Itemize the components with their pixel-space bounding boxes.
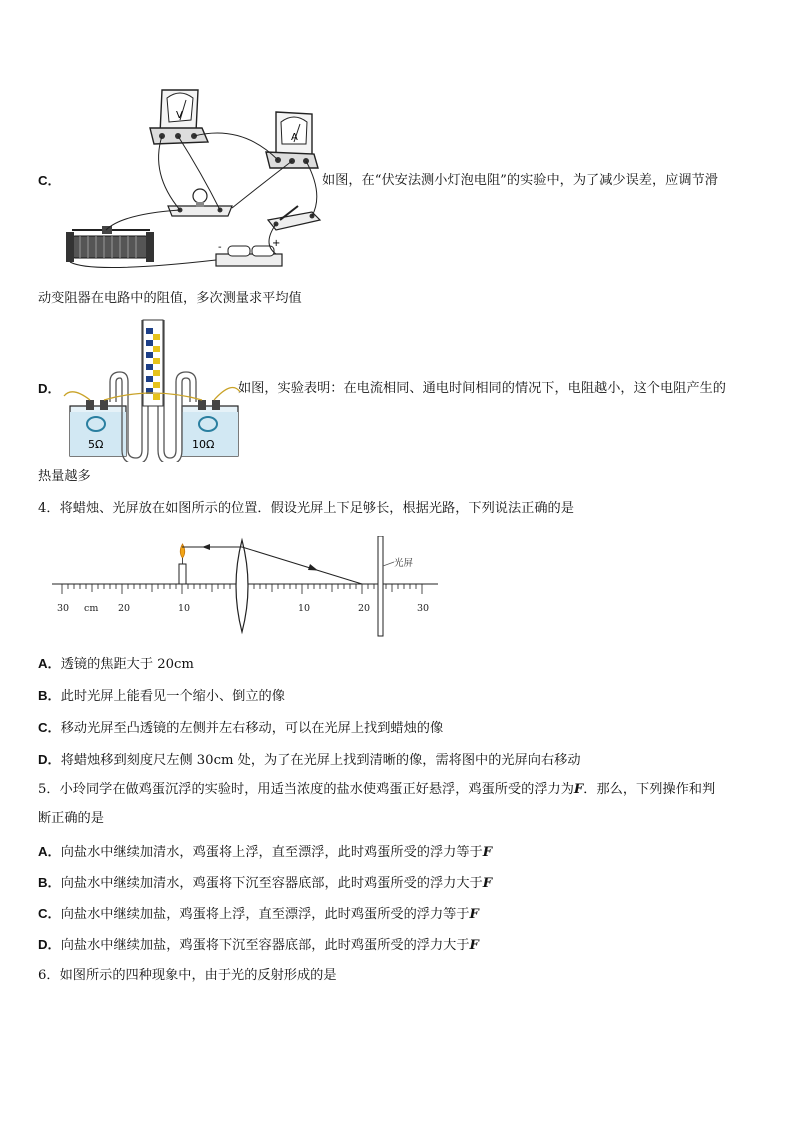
question-6-stem: 6．如图所示的四种现象中，由于光的反射形成的是 — [38, 968, 337, 983]
option-text: 移动光屏至凸透镜的左侧并左右移动，可以在光屏上找到蜡烛的像 — [60, 721, 444, 736]
stem-text: ．那么，下列操作和判 — [583, 782, 716, 797]
force-symbol: F — [573, 782, 584, 797]
option-text: 向盐水中继续加盐，鸡蛋将下沉至容器底部，此时鸡蛋所受的浮力大于 — [60, 938, 470, 953]
left-resistor-label: 5Ω — [88, 438, 104, 451]
question-5-option-d — [38, 936, 479, 955]
voltmeter-label: V — [176, 110, 183, 121]
question-5-stem-line-1 — [38, 781, 715, 799]
option-text: 向盐水中继续加盐，鸡蛋将上浮，直至漂浮，此时鸡蛋所受的浮力等于 — [60, 907, 470, 922]
option-letter: D． — [38, 752, 61, 767]
ruler-tick-label: 10 — [298, 603, 311, 614]
option-letter: A． — [38, 656, 61, 671]
question-4-option-a — [38, 655, 194, 674]
force-symbol: F — [469, 938, 479, 953]
option-letter: C． — [38, 906, 61, 921]
option-text: 向盐水中继续加清水，鸡蛋将下沉至容器底部，此时鸡蛋所受的浮力大于 — [60, 876, 483, 891]
ammeter-label: A — [291, 132, 298, 143]
optics-bench-figure — [48, 536, 440, 640]
question-4-stem: 4．将蜡烛、光屏放在如图所示的位置．假设光屏上下足够长，根据光路，下列说法正确的是 — [38, 501, 574, 516]
ruler-tick-label: 30 — [417, 603, 430, 614]
option-letter: B． — [38, 688, 61, 703]
option-text: 透镜的焦距大于 20cm — [60, 657, 194, 672]
option-text: 此时光屏上能看见一个缩小、倒立的像 — [60, 689, 285, 704]
question-5-option-a — [38, 843, 492, 862]
stem-text: 5．小玲同学在做鸡蛋沉浮的实验时，用适当浓度的盐水使鸡蛋正好悬浮，鸡蛋所受的浮力为 — [38, 782, 574, 797]
ruler-tick-label: 30 — [57, 603, 70, 614]
question-5-option-c — [38, 905, 479, 924]
option-c-label: C． — [38, 173, 61, 188]
option-d-text-line-1: 如图，实验表明：在电流相同、通电时间相同的情况下，电阻越小，这个电阻产生的 — [238, 381, 726, 396]
ammeter-icon — [266, 112, 318, 168]
question-4-option-b — [38, 687, 285, 706]
light-bulb-icon — [168, 189, 232, 216]
question-4-option-d — [38, 751, 581, 770]
force-symbol: F — [482, 845, 493, 860]
option-text: 向盐水中继续加清水，鸡蛋将上浮，直至漂浮，此时鸡蛋所受的浮力等于 — [60, 845, 483, 860]
question-5-stem-line-2: 断正确的是 — [38, 811, 104, 826]
refracted-ray — [242, 547, 362, 584]
option-d-text-line-2: 热量越多 — [38, 469, 91, 484]
option-letter: C． — [38, 720, 61, 735]
rheostat-icon — [66, 226, 154, 262]
option-c-text-line-1: 如图，在“伏安法测小灯泡电阻”的实验中，为了减少误差，应调节滑 — [322, 173, 718, 188]
battery-plus: + — [272, 238, 281, 249]
option-letter: B． — [38, 875, 61, 890]
battery-icon — [216, 238, 282, 266]
force-symbol: F — [469, 907, 479, 922]
ruler-tick-label: 20 — [118, 603, 131, 614]
screen-label: 光屏 — [394, 558, 414, 569]
right-resistor-label: 10Ω — [192, 438, 215, 451]
force-symbol: F — [482, 876, 493, 891]
switch-icon — [268, 206, 320, 230]
option-text: 将蜡烛移到刻度尺左侧 30cm 处，为了在光屏上找到清晰的像，需将图中的光屏向右移动 — [60, 753, 581, 768]
ruler-unit-label: cm — [84, 603, 99, 614]
option-letter: A． — [38, 844, 61, 859]
option-d-label: D． — [38, 381, 61, 396]
ruler-tick-label: 10 — [178, 603, 191, 614]
option-c-text-line-2: 动变阻器在电路中的阻值，多次测量求平均值 — [38, 291, 302, 306]
convex-lens-icon — [236, 540, 248, 632]
ruler-tick-label: 20 — [358, 603, 371, 614]
question-4-option-c — [38, 719, 443, 738]
screen-icon — [378, 536, 383, 636]
question-5-option-b — [38, 874, 492, 893]
battery-minus: - — [218, 242, 222, 253]
joule-heating-figure — [62, 316, 242, 462]
circuit-figure — [62, 84, 322, 274]
candle-icon — [179, 544, 186, 584]
option-letter: D． — [38, 937, 61, 952]
voltmeter-icon — [150, 90, 208, 144]
